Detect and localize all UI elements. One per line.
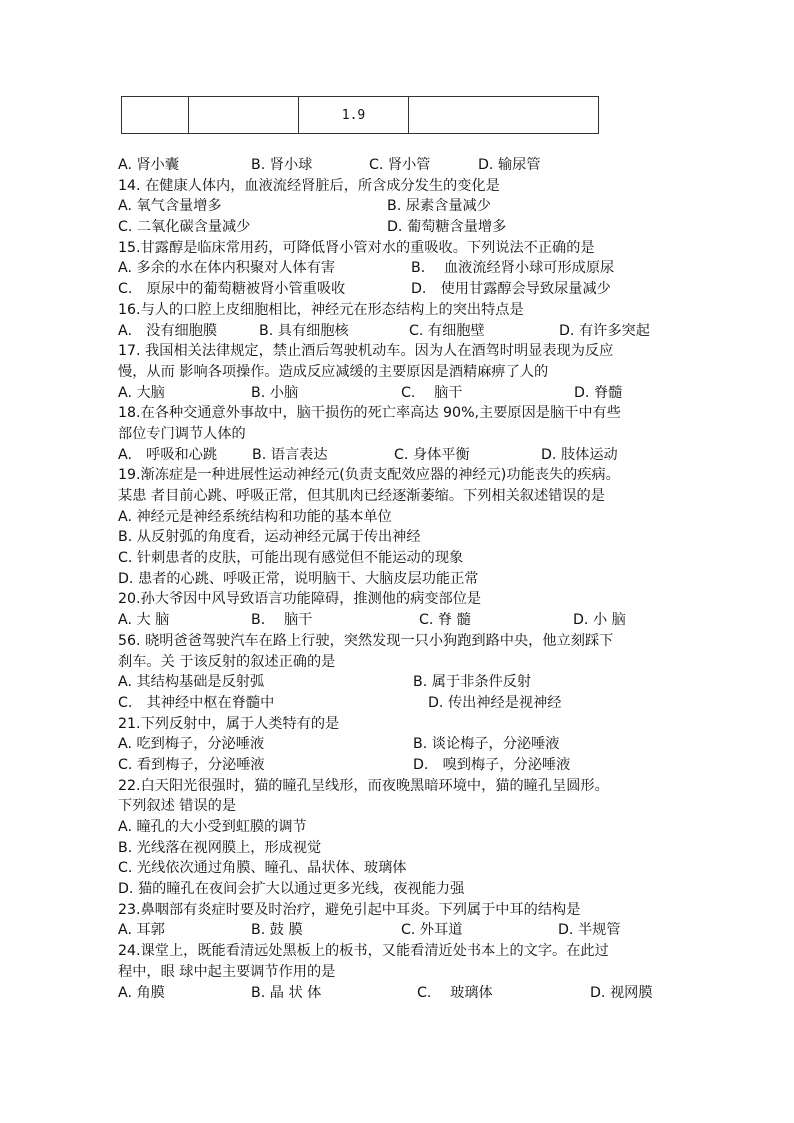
answer-option: D. 肢体运动 xyxy=(541,446,618,463)
answer-option: B. 属于非条件反射 xyxy=(413,674,532,691)
answer-option: A. 呼吸和心跳 xyxy=(118,446,218,463)
option-row xyxy=(118,610,678,631)
option-row xyxy=(118,672,678,693)
table-cell xyxy=(122,97,189,134)
question-line xyxy=(118,238,678,259)
answer-option: B. 血液流经肾小球可形成原尿 xyxy=(411,260,615,277)
answer-option: D. 有许多突起 xyxy=(559,322,650,339)
option-row xyxy=(118,196,678,217)
question-line xyxy=(118,962,678,983)
answer-option: A. 其结构基础是反射弧 xyxy=(118,674,265,691)
question-text: B. 从反射弧的角度看，运动神经元属于传出神经 xyxy=(118,529,421,546)
answer-option: A. 吃到梅子，分泌唾液 xyxy=(118,736,265,753)
answer-option: D. 葡萄糖含量增多 xyxy=(387,219,507,236)
question-line xyxy=(118,941,678,962)
option-row xyxy=(118,445,678,466)
answer-option: D. 脊髓 xyxy=(574,384,623,401)
answer-option: B. 具有细胞核 xyxy=(259,322,349,339)
question-line xyxy=(118,569,678,590)
question-text: C. 光线依次通过角膜、瞳孔、晶状体、玻璃体 xyxy=(118,860,407,877)
question-line xyxy=(118,362,678,383)
answer-option: C. 二氧化碳含量减少 xyxy=(118,219,251,236)
answer-option: A. 肾小囊 xyxy=(118,157,180,173)
question-line xyxy=(118,527,678,548)
question-line xyxy=(118,424,678,445)
question-line xyxy=(118,486,678,507)
option-row xyxy=(118,217,678,238)
option-row xyxy=(118,321,678,342)
answer-option: C. 脑干 xyxy=(401,384,463,401)
option-row xyxy=(118,258,678,279)
option-row xyxy=(118,983,678,1004)
question-line xyxy=(118,507,678,528)
question-text: 23.鼻咽部有炎症时要及时治疗，避免引起中耳炎。下列属于中耳的结构是 xyxy=(118,901,581,918)
option-row xyxy=(118,755,678,776)
question-line xyxy=(118,838,678,859)
question-line xyxy=(118,817,678,838)
question-line xyxy=(118,589,678,610)
answer-option: B. 脑干 xyxy=(251,612,313,629)
question-list xyxy=(118,155,678,1003)
table-cell xyxy=(189,97,299,134)
answer-option: B. 尿素含量减少 xyxy=(387,198,491,215)
question-line xyxy=(118,714,678,735)
question-line xyxy=(118,796,678,817)
answer-option: D. 传出神经是视神经 xyxy=(428,694,562,711)
question-text: D. 猫的瞳孔在夜间会扩大以通过更多光线，夜视能力强 xyxy=(118,881,465,898)
answer-option: C. 肾小管 xyxy=(369,157,431,173)
question-text: 20.孙大爷因中风导致语言功能障碍，推测他的病变部位是 xyxy=(118,591,482,608)
answer-option: C. 外耳道 xyxy=(401,922,463,939)
answer-option: D. 嗅到梅子，分泌唾液 xyxy=(413,756,571,773)
answer-option: A. 大脑 xyxy=(118,384,165,401)
question-line xyxy=(118,900,678,921)
option-row xyxy=(118,734,678,755)
option-row xyxy=(118,155,678,176)
answer-option: C. 其神经中枢在脊髓中 xyxy=(118,694,275,711)
answer-option: D. 小 脑 xyxy=(573,612,626,629)
question-text: 56. 晓明爸爸驾驶汽车在路上行驶，突然发现一只小狗跑到路中央，他立刻踩下 xyxy=(118,632,614,649)
question-line xyxy=(118,341,678,362)
option-row xyxy=(118,693,678,714)
answer-option: D. 半规管 xyxy=(558,922,621,939)
answer-option: B. 晶 状 体 xyxy=(251,984,322,1001)
answer-option: B. 肾小球 xyxy=(251,157,313,173)
answer-option: C. 脊 髓 xyxy=(419,612,471,629)
question-line xyxy=(118,879,678,900)
option-row xyxy=(118,920,678,941)
question-text: 刹车。关 于该反射的叙述正确的是 xyxy=(118,653,336,670)
data-table-fragment xyxy=(121,96,599,134)
question-text: 某患 者目前心跳、呼吸正常，但其肌肉已经逐渐萎缩。下列相关叙述错误的是 xyxy=(118,488,605,504)
question-text: 16.与人的口腔上皮细胞相比，神经元在形态结构上的突出特点是 xyxy=(118,301,524,318)
question-text: A. 瞳孔的大小受到虹膜的调节 xyxy=(118,819,307,835)
option-row xyxy=(118,279,678,300)
question-text: 22.白天阳光很强时，猫的瞳孔呈线形，而夜晚黑暗环境中，猫的瞳孔呈圆形。 xyxy=(118,777,609,794)
answer-option: A. 大 脑 xyxy=(118,612,170,629)
question-line xyxy=(118,300,678,321)
answer-option: A. 没有细胞膜 xyxy=(118,322,218,339)
answer-option: A. 多余的水在体内积聚对人体有害 xyxy=(118,260,336,277)
answer-option: B. 小脑 xyxy=(251,384,299,401)
question-text: 部位专门调节人体的 xyxy=(118,425,246,442)
answer-option: D. 使用甘露醇会导致尿量减少 xyxy=(411,281,611,298)
option-row xyxy=(118,383,678,404)
question-line xyxy=(118,465,678,486)
table-cell xyxy=(409,97,599,134)
question-text: C. 针刺患者的皮肤，可能出现有感觉但不能运动的现象 xyxy=(118,550,464,567)
answer-option: C. 看到梅子，分泌唾液 xyxy=(118,756,265,773)
question-line xyxy=(118,631,678,652)
answer-option: C. 原尿中的葡萄糖被肾小管重吸收 xyxy=(118,281,346,298)
question-line xyxy=(118,776,678,797)
table-row xyxy=(122,97,599,134)
question-line xyxy=(118,652,678,673)
question-text: 18.在各种交通意外事故中，脑干损伤的死亡率高达 90%,主要原因是脑干中有些 xyxy=(118,405,621,422)
question-text: 下列叙述 错误的是 xyxy=(118,798,237,815)
question-text: 慢，从而 影响各项操作。造成反应减缓的主要原因是酒精麻痹了人的 xyxy=(118,363,549,380)
question-text: A. 神经元是神经系统结构和功能的基本单位 xyxy=(118,508,392,525)
question-text: 21.下列反射中，属于人类特有的是 xyxy=(118,715,340,732)
answer-option: B. 语言表达 xyxy=(252,446,328,463)
answer-option: B. 鼓 膜 xyxy=(251,922,303,939)
answer-option: B. 谈论梅子，分泌唾液 xyxy=(413,736,560,753)
question-text: D. 患者的心跳、呼吸正常，说明脑干、大脑皮层功能正常 xyxy=(118,570,479,587)
answer-option: D. 视网膜 xyxy=(590,984,653,1001)
answer-option: A. 耳郭 xyxy=(118,922,165,939)
answer-option: A. 角膜 xyxy=(118,984,165,1001)
question-text: 14. 在健康人体内，血液流经肾脏后，所含成分发生的变化是 xyxy=(118,177,500,194)
question-text: 15.甘露醇是临床常用药，可降低肾小管对水的重吸收。下列说法不正确的是 xyxy=(118,239,595,256)
answer-option: D. 输尿管 xyxy=(478,157,541,173)
question-text: 24.课堂上，既能看清远处黑板上的板书，又能看清近处书本上的文字。在此过 xyxy=(118,943,609,960)
question-line xyxy=(118,176,678,197)
answer-option: C. 玻璃体 xyxy=(417,984,493,1001)
question-line xyxy=(118,403,678,424)
answer-option: A. 氧气含量增多 xyxy=(118,198,222,215)
question-text: 17. 我国相关法律规定，禁止酒后驾驶机动车。因为人在酒驾时明显表现为反应 xyxy=(118,343,614,360)
table-cell: 1.9 xyxy=(299,97,409,134)
question-line xyxy=(118,858,678,879)
question-line xyxy=(118,548,678,569)
answer-option: C. 有细胞壁 xyxy=(409,322,485,339)
answer-option: C. 身体平衡 xyxy=(394,446,470,463)
question-text: B. 光线落在视网膜上，形成视觉 xyxy=(118,839,322,856)
question-text: 19.渐冻症是一种进展性运动神经元(负责支配效应器的神经元)功能丧失的疾病。 xyxy=(118,467,620,484)
question-text: 程中，眼 球中起主要调节作用的是 xyxy=(118,963,336,980)
